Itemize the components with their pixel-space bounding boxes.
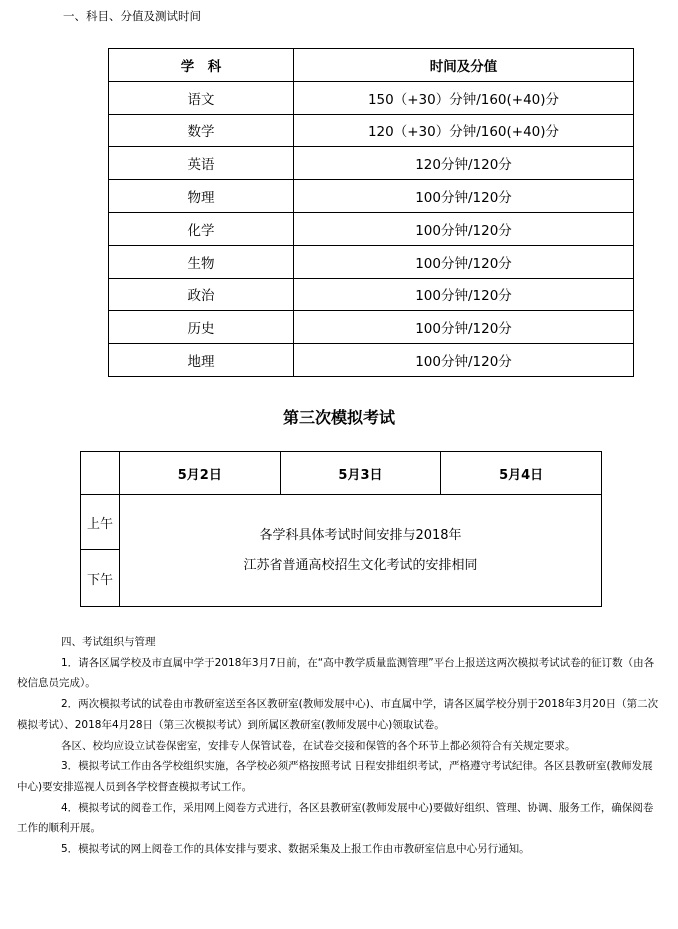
paragraph-5: 4．模拟考试的阅卷工作，采用网上阅卷方式进行，各区县教研室(教师发展中心)要做好组织、管理、协调、服务工作，确保阅卷工作的顺利开展。 xyxy=(17,801,654,835)
schedule-note-line2: 江苏省普通高校招生文化考试的安排相同 xyxy=(243,557,478,573)
value-cell: 100分钟/120分 xyxy=(294,311,634,344)
header-subject: 学 科 xyxy=(109,49,294,82)
value-cell: 100分钟/120分 xyxy=(294,344,634,377)
paragraph-6: 5．模拟考试的网上阅卷工作的具体安排与要求、数据采集及上报工作由市教研室信息中心另行通知。 xyxy=(61,843,530,856)
value-cell: 150（+30）分钟/160(+40)分 xyxy=(294,81,634,114)
paragraph-3: 各区、校均应设立试卷保密室，安排专人保管试卷，在试卷交接和保管的各个环节上都必须符合有关规定要求。 xyxy=(61,739,576,752)
table-row xyxy=(109,114,634,147)
date-cell: 5月2日 xyxy=(120,452,281,495)
subjects-table xyxy=(108,48,634,377)
value-cell: 120（+30）分钟/160(+40)分 xyxy=(294,114,634,147)
schedule-header-row xyxy=(81,452,602,495)
subject-cell: 地理 xyxy=(109,344,294,377)
value-cell: 120分钟/120分 xyxy=(294,147,634,180)
subject-cell: 英语 xyxy=(109,147,294,180)
table-header-row xyxy=(109,49,634,82)
date-cell: 5月4日 xyxy=(441,452,602,495)
table-row xyxy=(109,147,634,180)
subject-cell: 政治 xyxy=(109,278,294,311)
exam3-schedule-table xyxy=(80,451,602,607)
table-row xyxy=(109,180,634,213)
table-row xyxy=(109,81,634,114)
period-label-morning: 上午 xyxy=(81,495,120,550)
subject-cell: 生物 xyxy=(109,245,294,278)
value-cell: 100分钟/120分 xyxy=(294,245,634,278)
table-row xyxy=(109,344,634,377)
table-row xyxy=(109,278,634,311)
schedule-row-morning xyxy=(81,495,602,550)
paragraph-4: 3．模拟考试工作由各学校组织实施，各学校必须严格按照考试 日程安排组织考试，严格遵守考试纪律。各区县教研室(教师发展中心)要安排巡视人员到各学校督查模拟考试工作。 xyxy=(17,760,653,793)
corner-cell xyxy=(81,452,120,495)
table-row xyxy=(109,212,634,245)
paragraph-2: 2．两次模拟考试的试卷由市教研室送至各区教研室(教师发展中心)、市直属中学，请各区属学校分别于2018年3月20日（第二次模拟考试）、2018年4月28日（第三次模拟考试）到所属区教研室(教师发展中心)领取试卷。 xyxy=(17,698,659,731)
section4-heading: 四、考试组织与管理 xyxy=(61,636,156,648)
subject-cell: 历史 xyxy=(109,311,294,344)
subject-cell: 数学 xyxy=(109,114,294,147)
paragraph-1: 1．请各区属学校及市直属中学于2018年3月7日前，在“高中教学质量监测管理”平台上报送这两次模拟考试试卷的征订数（由各校信息员完成）。 xyxy=(17,656,655,690)
period-label-afternoon: 下午 xyxy=(81,550,120,607)
date-cell: 5月3日 xyxy=(280,452,441,495)
exam3-title: 第三次模拟考试 xyxy=(282,408,395,427)
header-time-score: 时间及分值 xyxy=(294,49,634,82)
table-row xyxy=(109,311,634,344)
schedule-note-line1: 各学科具体考试时间安排与2018年 xyxy=(259,527,462,543)
section4-body xyxy=(17,632,663,860)
value-cell: 100分钟/120分 xyxy=(294,278,634,311)
subject-cell: 化学 xyxy=(109,212,294,245)
subject-cell: 语文 xyxy=(109,81,294,114)
schedule-note xyxy=(120,495,602,607)
subject-cell: 物理 xyxy=(109,180,294,213)
value-cell: 100分钟/120分 xyxy=(294,212,634,245)
section1-heading: 一、科目、分值及测试时间 xyxy=(63,9,201,23)
table-row xyxy=(109,245,634,278)
value-cell: 100分钟/120分 xyxy=(294,180,634,213)
